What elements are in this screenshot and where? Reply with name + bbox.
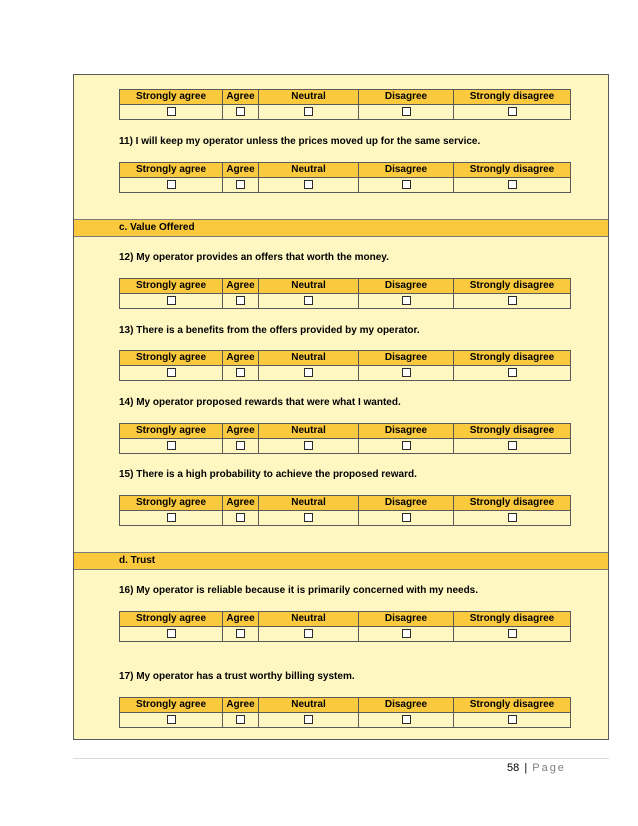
scale-strongly-disagree: Strongly disagree: [454, 698, 571, 713]
scale-agree: Agree: [223, 424, 259, 439]
scale-neutral: Neutral: [259, 279, 359, 294]
question-12: 12) My operator provides an offers that worth the money.: [119, 252, 389, 263]
checkbox-disagree[interactable]: [402, 180, 411, 189]
scale-strongly-disagree: Strongly disagree: [454, 279, 571, 294]
scale-neutral: Neutral: [259, 612, 359, 627]
scale-neutral: Neutral: [259, 90, 359, 105]
likert-table-q16: [119, 611, 571, 642]
scale-agree: Agree: [223, 279, 259, 294]
likert-table-q10: [119, 89, 571, 120]
checkbox-strongly-agree[interactable]: [167, 368, 176, 377]
scale-strongly-agree: Strongly agree: [120, 163, 223, 178]
scale-strongly-agree: Strongly agree: [120, 424, 223, 439]
checkbox-neutral[interactable]: [304, 441, 313, 450]
checkbox-neutral[interactable]: [304, 715, 313, 724]
scale-strongly-disagree: Strongly disagree: [454, 90, 571, 105]
checkbox-neutral[interactable]: [304, 513, 313, 522]
checkbox-neutral[interactable]: [304, 180, 313, 189]
likert-table-q13: [119, 350, 571, 381]
scale-strongly-disagree: Strongly disagree: [454, 612, 571, 627]
questionnaire-panel: [73, 74, 609, 740]
checkbox-disagree[interactable]: [402, 441, 411, 450]
scale-strongly-agree: Strongly agree: [120, 612, 223, 627]
likert-table-q12: [119, 278, 571, 309]
checkbox-strongly-agree[interactable]: [167, 441, 176, 450]
scale-strongly-agree: Strongly agree: [120, 90, 223, 105]
section-title: c. Value Offered: [119, 222, 195, 233]
scale-strongly-disagree: Strongly disagree: [454, 424, 571, 439]
checkbox-agree[interactable]: [236, 368, 245, 377]
scale-agree: Agree: [223, 698, 259, 713]
section-title: d. Trust: [119, 555, 156, 566]
question-11: 11) I will keep my operator unless the prices moved up for the same service.: [119, 136, 481, 147]
checkbox-strongly-agree[interactable]: [167, 715, 176, 724]
scale-strongly-agree: Strongly agree: [120, 698, 223, 713]
likert-table-q15: [119, 495, 571, 526]
section-value-offered: [74, 219, 608, 237]
scale-agree: Agree: [223, 90, 259, 105]
scale-strongly-agree: Strongly agree: [120, 351, 223, 366]
checkbox-disagree[interactable]: [402, 629, 411, 638]
likert-table-q14: [119, 423, 571, 454]
checkbox-strongly-agree[interactable]: [167, 513, 176, 522]
checkbox-neutral[interactable]: [304, 296, 313, 305]
scale-disagree: Disagree: [359, 698, 454, 713]
checkbox-neutral[interactable]: [304, 368, 313, 377]
page-number: 58: [507, 762, 520, 774]
checkbox-strongly-agree[interactable]: [167, 629, 176, 638]
checkbox-agree[interactable]: [236, 107, 245, 116]
scale-agree: Agree: [223, 351, 259, 366]
question-13: 13) There is a benefits from the offers provided by my operator.: [119, 325, 420, 336]
section-trust: [74, 552, 608, 570]
scale-neutral: Neutral: [259, 351, 359, 366]
question-14: 14) My operator proposed rewards that were what I wanted.: [119, 397, 401, 408]
checkbox-disagree[interactable]: [402, 715, 411, 724]
scale-strongly-disagree: Strongly disagree: [454, 163, 571, 178]
checkbox-agree[interactable]: [236, 441, 245, 450]
likert-table-q11: [119, 162, 571, 193]
scale-agree: Agree: [223, 496, 259, 511]
checkbox-agree[interactable]: [236, 296, 245, 305]
checkbox-strongly-disagree[interactable]: [508, 513, 517, 522]
scale-neutral: Neutral: [259, 496, 359, 511]
question-16: 16) My operator is reliable because it is primarily concerned with my needs.: [119, 585, 479, 596]
scale-strongly-disagree: Strongly disagree: [454, 351, 571, 366]
checkbox-strongly-disagree[interactable]: [508, 368, 517, 377]
question-17: 17) My operator has a trust worthy billing system.: [119, 671, 355, 682]
checkbox-strongly-agree[interactable]: [167, 180, 176, 189]
checkbox-disagree[interactable]: [402, 513, 411, 522]
checkbox-agree[interactable]: [236, 513, 245, 522]
scale-disagree: Disagree: [359, 163, 454, 178]
scale-neutral: Neutral: [259, 163, 359, 178]
scale-disagree: Disagree: [359, 424, 454, 439]
scale-disagree: Disagree: [359, 612, 454, 627]
likert-table-q17: [119, 697, 571, 728]
scale-disagree: Disagree: [359, 90, 454, 105]
scale-strongly-agree: Strongly agree: [120, 496, 223, 511]
checkbox-strongly-disagree[interactable]: [508, 715, 517, 724]
scale-agree: Agree: [223, 612, 259, 627]
scale-disagree: Disagree: [359, 496, 454, 511]
scale-disagree: Disagree: [359, 351, 454, 366]
scale-neutral: Neutral: [259, 424, 359, 439]
checkbox-strongly-disagree[interactable]: [508, 629, 517, 638]
checkbox-strongly-disagree[interactable]: [508, 296, 517, 305]
checkbox-neutral[interactable]: [304, 629, 313, 638]
question-15: 15) There is a high probability to achieve the proposed reward.: [119, 469, 417, 480]
scale-strongly-agree: Strongly agree: [120, 279, 223, 294]
checkbox-strongly-disagree[interactable]: [508, 107, 517, 116]
checkbox-agree[interactable]: [236, 629, 245, 638]
checkbox-strongly-agree[interactable]: [167, 107, 176, 116]
checkbox-agree[interactable]: [236, 180, 245, 189]
page-footer: [507, 762, 566, 774]
footer-separator: |: [524, 762, 528, 774]
checkbox-strongly-disagree[interactable]: [508, 180, 517, 189]
checkbox-neutral[interactable]: [304, 107, 313, 116]
scale-agree: Agree: [223, 163, 259, 178]
checkbox-agree[interactable]: [236, 715, 245, 724]
checkbox-disagree[interactable]: [402, 107, 411, 116]
scale-disagree: Disagree: [359, 279, 454, 294]
scale-neutral: Neutral: [259, 698, 359, 713]
checkbox-disagree[interactable]: [402, 296, 411, 305]
checkbox-disagree[interactable]: [402, 368, 411, 377]
checkbox-strongly-disagree[interactable]: [508, 441, 517, 450]
checkbox-strongly-agree[interactable]: [167, 296, 176, 305]
page-word: Page: [532, 762, 566, 774]
scale-strongly-disagree: Strongly disagree: [454, 496, 571, 511]
footer-divider: [73, 758, 609, 759]
